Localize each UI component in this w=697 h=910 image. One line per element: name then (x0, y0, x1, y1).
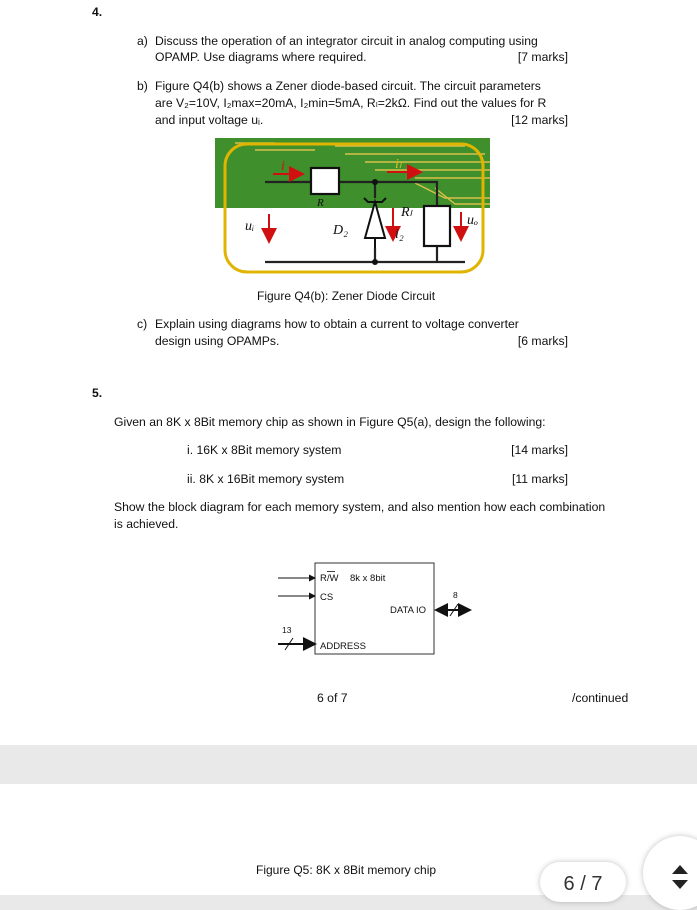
q5-show-line2: is achieved. (114, 517, 179, 531)
chip-address-label: ADDRESS (320, 641, 366, 652)
q4c-label: c) (137, 317, 148, 331)
label-iL: iₗ (395, 157, 402, 172)
chip-rw-label: R/W (320, 573, 339, 584)
q5-item2: ii. 8K x 16Bit memory system (187, 472, 345, 486)
q4b-text-line2: are V₂=10V, I₂max=20mA, I₂min=5mA, Rₗ=2kΩ. Find out the values for R (155, 96, 547, 110)
q5-item2-marks: [11 marks] (512, 472, 568, 486)
junction-top (372, 179, 378, 185)
q4a-text-line1: Discuss the operation of an integrator circuit in analog computing using (155, 34, 538, 48)
resistor-RL (424, 206, 450, 246)
label-iZ: i₂ (395, 227, 404, 242)
q4c-text-line1: Explain using diagrams how to obtain a current to voltage converter (155, 317, 519, 331)
label-RL: Rₗ (401, 205, 412, 220)
chip-data-label: DATA IO (390, 605, 427, 616)
q4a-text-line2: OPAMP. Use diagrams where required. (155, 50, 367, 64)
q4b-text-line3: and input voltage uᵢ. (155, 113, 264, 127)
zener-circuit-figure (215, 138, 490, 278)
page-indicator: 6 / 7 (540, 862, 626, 902)
q4c-marks: [6 marks] (517, 334, 568, 348)
footer-continued: /continued (572, 691, 629, 705)
q4b-label: b) (137, 79, 148, 93)
q4c-text-line2: design using OPAMPs. (155, 334, 280, 348)
label-ui: uᵢ (245, 219, 255, 234)
label-DZ: D₂ (333, 223, 348, 238)
q4a-marks: [7 marks] (517, 50, 568, 64)
data-bus-width: 8 (453, 590, 458, 600)
footer-page-number: 6 of 7 (317, 691, 348, 705)
q4-figure-caption: Figure Q4(b): Zener Diode Circuit (257, 289, 436, 303)
junction-bottom (372, 259, 378, 265)
resistor-R (311, 168, 339, 194)
question-4-number: 4. (92, 5, 103, 19)
page-down-icon[interactable] (672, 880, 688, 889)
q5-figure-caption: Figure Q5: 8K x 8Bit memory chip (256, 863, 437, 877)
q4a-label: a) (137, 34, 148, 48)
question-5-number: 5. (92, 386, 103, 400)
q5-show-line1: Show the block diagram for each memory system, and also mention how each combination (114, 500, 606, 514)
label-R: R (317, 197, 324, 209)
address-bus-width: 13 (282, 625, 292, 635)
chip-cs-label: CS (320, 592, 334, 603)
q5-item1-marks: [14 marks] (511, 443, 568, 457)
label-uo: uₒ (467, 213, 478, 228)
chip-title: 8k x 8bit (350, 573, 386, 584)
label-i: i (281, 159, 285, 174)
q4b-marks: [12 marks] (511, 113, 568, 127)
q4b-text-line1: Figure Q4(b) shows a Zener diode-based circuit. The circuit parameters (155, 79, 541, 93)
memory-chip-figure (270, 560, 480, 660)
q5-intro: Given an 8K x 8Bit memory chip as shown in Figure Q5(a), design the following: (114, 415, 546, 429)
q5-item1: i. 16K x 8Bit memory system (187, 443, 342, 457)
page-up-icon[interactable] (672, 865, 688, 874)
